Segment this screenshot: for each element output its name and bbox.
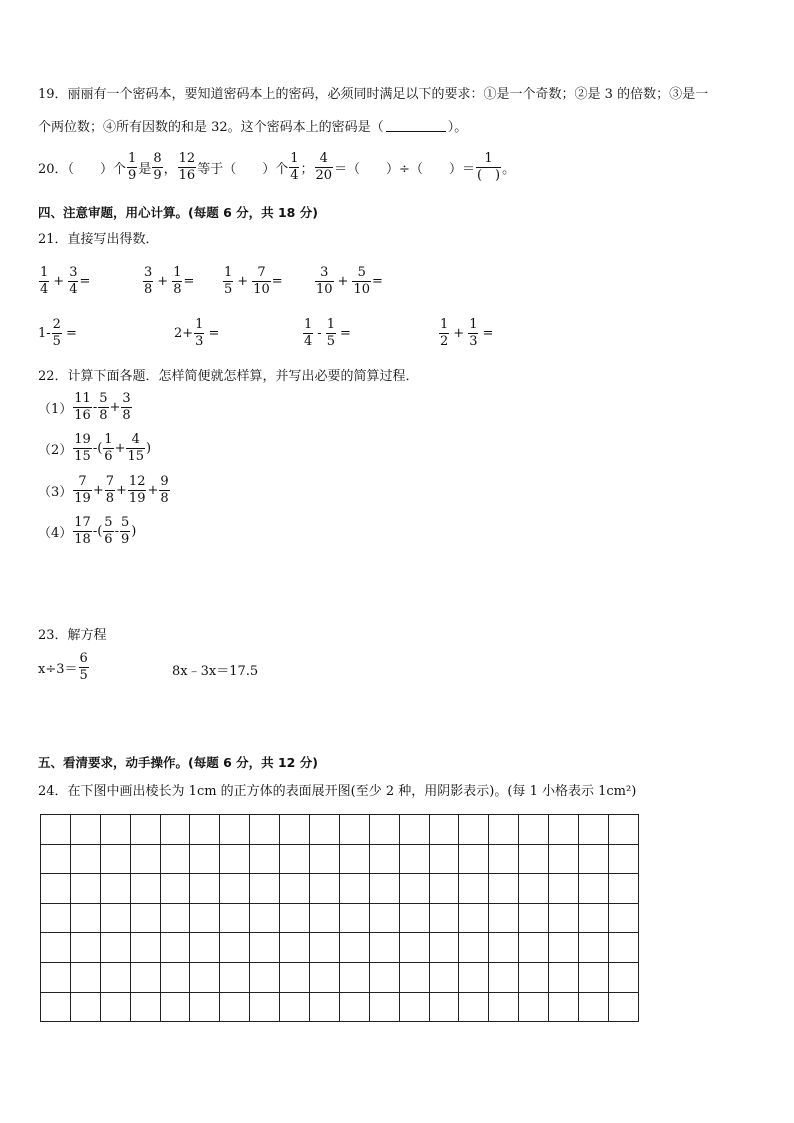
q21-item-1: $\frac{1}{4}$ + $\frac{3}{4}$ =: [40, 265, 91, 297]
grid-cell[interactable]: [310, 962, 340, 992]
grid-cell[interactable]: [100, 815, 130, 845]
grid-cell[interactable]: [369, 992, 399, 1022]
grid-cell[interactable]: [459, 815, 489, 845]
grid-cell[interactable]: [459, 874, 489, 904]
grid-cell[interactable]: [608, 933, 638, 963]
q20-frac-4: $\frac{1}{4}$: [290, 151, 299, 183]
q22-problem-4: （4） $\frac{17}{18}$ -( $\frac{5}{6}$ - $\frac{5}{9}$ ): [38, 515, 137, 547]
grid-cell[interactable]: [399, 874, 429, 904]
grid-cell[interactable]: [160, 992, 190, 1022]
grid-cell[interactable]: [429, 962, 459, 992]
grid-cell[interactable]: [549, 903, 579, 933]
grid-cell[interactable]: [579, 903, 609, 933]
grid-cell[interactable]: [459, 992, 489, 1022]
grid-cell[interactable]: [220, 933, 250, 963]
q20-text-1: 是: [138, 162, 152, 177]
q20-text-6: 。: [502, 162, 516, 177]
q20-text-5: ＝（ ）÷（ ）＝: [334, 162, 475, 177]
grid-cell[interactable]: [310, 815, 340, 845]
q21-item-7: $\frac{1}{4}$ - $\frac{1}{5}$ =: [304, 317, 351, 349]
q22-problem-3: （3） $\frac{7}{19}$ + $\frac{7}{8}$ + $\frac{12}{19}$ + $\frac{9}{8}$: [38, 474, 169, 506]
grid-cell[interactable]: [399, 815, 429, 845]
grid-cell[interactable]: [339, 874, 369, 904]
grid-cell[interactable]: [549, 844, 579, 874]
grid-cell[interactable]: [579, 815, 609, 845]
q23-equation-2: 8x﹣3x＝17.5: [172, 664, 259, 679]
grid-cell[interactable]: [100, 903, 130, 933]
grid-cell[interactable]: [130, 874, 160, 904]
grid-cell[interactable]: [310, 874, 340, 904]
q19-line1: 19．丽丽有一个密码本，要知道密码本上的密码，必须同时满足以下的要求：①是一个奇数；②是 3 的倍数；③是一: [38, 87, 709, 102]
grid-cell[interactable]: [220, 874, 250, 904]
grid-cell[interactable]: [519, 874, 549, 904]
grid-cell[interactable]: [190, 962, 220, 992]
grid-cell[interactable]: [130, 962, 160, 992]
grid-cell[interactable]: [608, 903, 638, 933]
grid-cell[interactable]: [579, 992, 609, 1022]
grid-cell[interactable]: [190, 815, 220, 845]
q23-equation-1: x÷3＝ $\frac{6}{5}$: [38, 651, 88, 683]
grid-cell[interactable]: [41, 844, 71, 874]
q21-item-4: $\frac{3}{10}$ + $\frac{5}{10}$ =: [316, 265, 383, 297]
grid-cell[interactable]: [190, 933, 220, 963]
section-5-heading: 五、看清要求，动手操作。(每题 6 分，共 12 分): [38, 755, 318, 770]
grid-cell[interactable]: [549, 933, 579, 963]
grid-cell[interactable]: [459, 903, 489, 933]
grid-cell[interactable]: [70, 844, 100, 874]
grid-cell[interactable]: [190, 874, 220, 904]
grid-cell[interactable]: [190, 992, 220, 1022]
grid-cell[interactable]: [339, 962, 369, 992]
grid-cell[interactable]: [608, 962, 638, 992]
grid-cell[interactable]: [489, 992, 519, 1022]
grid-cell[interactable]: [70, 933, 100, 963]
grid-cell[interactable]: [549, 815, 579, 845]
grid-cell[interactable]: [250, 962, 280, 992]
grid-cell[interactable]: [399, 933, 429, 963]
grid-cell[interactable]: [41, 874, 71, 904]
q19-answer-blank[interactable]: [386, 119, 446, 132]
grid-cell[interactable]: [160, 962, 190, 992]
grid-cell[interactable]: [70, 815, 100, 845]
grid-cell[interactable]: [399, 903, 429, 933]
grid-cell[interactable]: [280, 874, 310, 904]
q22-problem-1: （1） $\frac{11}{16}$ - $\frac{5}{8}$ + $\frac{3}{8}$: [38, 391, 131, 423]
q20-frac-1: $\frac{1}{9}$: [128, 151, 137, 183]
grid-cell[interactable]: [369, 844, 399, 874]
grid-cell[interactable]: [459, 962, 489, 992]
grid-cell[interactable]: [100, 992, 130, 1022]
grid-cell[interactable]: [519, 962, 549, 992]
grid-cell[interactable]: [489, 933, 519, 963]
grid-cell[interactable]: [549, 992, 579, 1022]
grid-cell[interactable]: [369, 815, 399, 845]
grid-cell[interactable]: [399, 992, 429, 1022]
grid-cell[interactable]: [70, 874, 100, 904]
grid-cell[interactable]: [579, 874, 609, 904]
grid-cell[interactable]: [429, 815, 459, 845]
grid-cell[interactable]: [459, 844, 489, 874]
grid-cell[interactable]: [70, 903, 100, 933]
grid-cell[interactable]: [549, 962, 579, 992]
grid-cell[interactable]: [220, 962, 250, 992]
q19-line2-end: ）。: [447, 120, 468, 135]
q19-line2-text: 个两位数；④所有因数的和是 32。这个密码本上的密码是（: [38, 120, 384, 135]
grid-cell[interactable]: [160, 844, 190, 874]
grid-cell[interactable]: [130, 815, 160, 845]
grid-cell[interactable]: [608, 815, 638, 845]
grid-cell[interactable]: [280, 962, 310, 992]
grid-cell[interactable]: [41, 903, 71, 933]
grid-cell[interactable]: [250, 933, 280, 963]
q24-text: 24．在下图中画出棱长为 1cm 的正方体的表面展开图(至少 2 种，用阴影表示)。(每 1 小格表示 1cm²): [38, 784, 637, 799]
grid-cell[interactable]: [190, 844, 220, 874]
q21-item-3: $\frac{1}{5}$ + $\frac{7}{10}$ =: [224, 265, 283, 297]
q20-text-2: ，: [163, 162, 177, 177]
grid-cell[interactable]: [100, 844, 130, 874]
q19-line2: [38, 116, 467, 135]
grid-cell[interactable]: [429, 992, 459, 1022]
grid-cell[interactable]: [70, 962, 100, 992]
grid-cell[interactable]: [130, 992, 160, 1022]
grid-cell[interactable]: [339, 903, 369, 933]
grid-cell[interactable]: [280, 815, 310, 845]
q22-title: 22．计算下面各题．怎样简便就怎样算，并写出必要的简算过程．: [38, 369, 419, 384]
grid-cell[interactable]: [489, 874, 519, 904]
q22-problem-2: （2） $\frac{19}{15}$ -( $\frac{1}{6}$ + $\frac{4}{15}$ ): [38, 432, 152, 464]
q20-line: [38, 151, 515, 184]
grid-cell[interactable]: [41, 992, 71, 1022]
q21-item-6: 2+ $\frac{1}{3}$ =: [174, 317, 220, 349]
grid-cell[interactable]: [608, 874, 638, 904]
q23-title: 23．解方程: [38, 628, 107, 643]
grid-cell[interactable]: [41, 815, 71, 845]
grid-cell[interactable]: [220, 815, 250, 845]
grid-cell[interactable]: [608, 992, 638, 1022]
grid-cell[interactable]: [519, 933, 549, 963]
grid-cell[interactable]: [489, 844, 519, 874]
grid-cell[interactable]: [130, 844, 160, 874]
grid-cell[interactable]: [250, 815, 280, 845]
grid-cell[interactable]: [41, 933, 71, 963]
section-4-heading: 四、注意审题，用心计算。(每题 6 分，共 18 分): [38, 205, 318, 220]
q20-text-3: 等于（ ）个: [197, 162, 289, 177]
grid-cell[interactable]: [489, 962, 519, 992]
grid-cell[interactable]: [369, 874, 399, 904]
grid-cell[interactable]: [160, 903, 190, 933]
q20-text-4: ；: [300, 162, 314, 177]
grid-cell[interactable]: [160, 874, 190, 904]
grid-cell[interactable]: [489, 815, 519, 845]
grid-cell[interactable]: [399, 962, 429, 992]
grid-cell[interactable]: [250, 844, 280, 874]
grid-cell[interactable]: [100, 874, 130, 904]
grid-cell[interactable]: [429, 933, 459, 963]
grid-cell[interactable]: [339, 933, 369, 963]
q21-item-8: $\frac{1}{2}$ + $\frac{1}{3}$ =: [440, 317, 494, 349]
grid-cell[interactable]: [489, 903, 519, 933]
grid-cell[interactable]: [280, 844, 310, 874]
grid-cell[interactable]: [220, 903, 250, 933]
q20-frac-6: $\frac{1}{( )}$: [476, 151, 501, 183]
grid-cell[interactable]: [579, 962, 609, 992]
grid-cell[interactable]: [429, 903, 459, 933]
grid-cell[interactable]: [310, 903, 340, 933]
grid-cell[interactable]: [160, 815, 190, 845]
grid-cell[interactable]: [459, 933, 489, 963]
grid-cell[interactable]: [519, 992, 549, 1022]
grid-cell[interactable]: [250, 903, 280, 933]
grid-cell[interactable]: [310, 992, 340, 1022]
grid-cell[interactable]: [579, 844, 609, 874]
q20-frac-2: $\frac{8}{9}$: [153, 151, 162, 183]
grid-cell[interactable]: [130, 933, 160, 963]
grid-cell[interactable]: [250, 874, 280, 904]
q20-frac-5: $\frac{4}{20}$: [315, 151, 333, 183]
grid-cell[interactable]: [310, 844, 340, 874]
grid-cell[interactable]: [220, 844, 250, 874]
grid-cell[interactable]: [130, 903, 160, 933]
grid-cell[interactable]: [310, 933, 340, 963]
grid-cell[interactable]: [41, 962, 71, 992]
q20-prefix: 20．（ ）个: [38, 162, 127, 177]
grid-cell[interactable]: [399, 844, 429, 874]
grid-cell[interactable]: [579, 933, 609, 963]
grid-cell[interactable]: [280, 933, 310, 963]
grid-cell[interactable]: [519, 844, 549, 874]
grid-cell[interactable]: [339, 815, 369, 845]
q21-item-2: $\frac{3}{8}$ + $\frac{1}{8}$ =: [144, 265, 195, 297]
grid-cell[interactable]: [160, 933, 190, 963]
grid-cell[interactable]: [70, 992, 100, 1022]
grid-cell[interactable]: [429, 844, 459, 874]
grid-cell[interactable]: [369, 962, 399, 992]
q20-frac-3: $\frac{12}{16}$: [178, 151, 196, 183]
grid-cell[interactable]: [280, 992, 310, 1022]
grid-cell[interactable]: [339, 992, 369, 1022]
grid-cell[interactable]: [339, 844, 369, 874]
grid-cell[interactable]: [100, 962, 130, 992]
grid-cell[interactable]: [280, 903, 310, 933]
grid-cell[interactable]: [369, 933, 399, 963]
q21-title: 21．直接写出得数．: [38, 232, 159, 247]
grid-cell[interactable]: [100, 933, 130, 963]
grid-cell[interactable]: [519, 903, 549, 933]
grid-cell[interactable]: [429, 874, 459, 904]
grid-cell[interactable]: [220, 992, 250, 1022]
grid-cell[interactable]: [519, 815, 549, 845]
q21-item-5: 1- $\frac{2}{5}$ =: [38, 317, 77, 349]
grid-cell[interactable]: [250, 992, 280, 1022]
grid-cell[interactable]: [608, 844, 638, 874]
grid-cell[interactable]: [190, 903, 220, 933]
drawing-grid[interactable]: [40, 814, 639, 1022]
grid-cell[interactable]: [549, 874, 579, 904]
grid-cell[interactable]: [369, 903, 399, 933]
